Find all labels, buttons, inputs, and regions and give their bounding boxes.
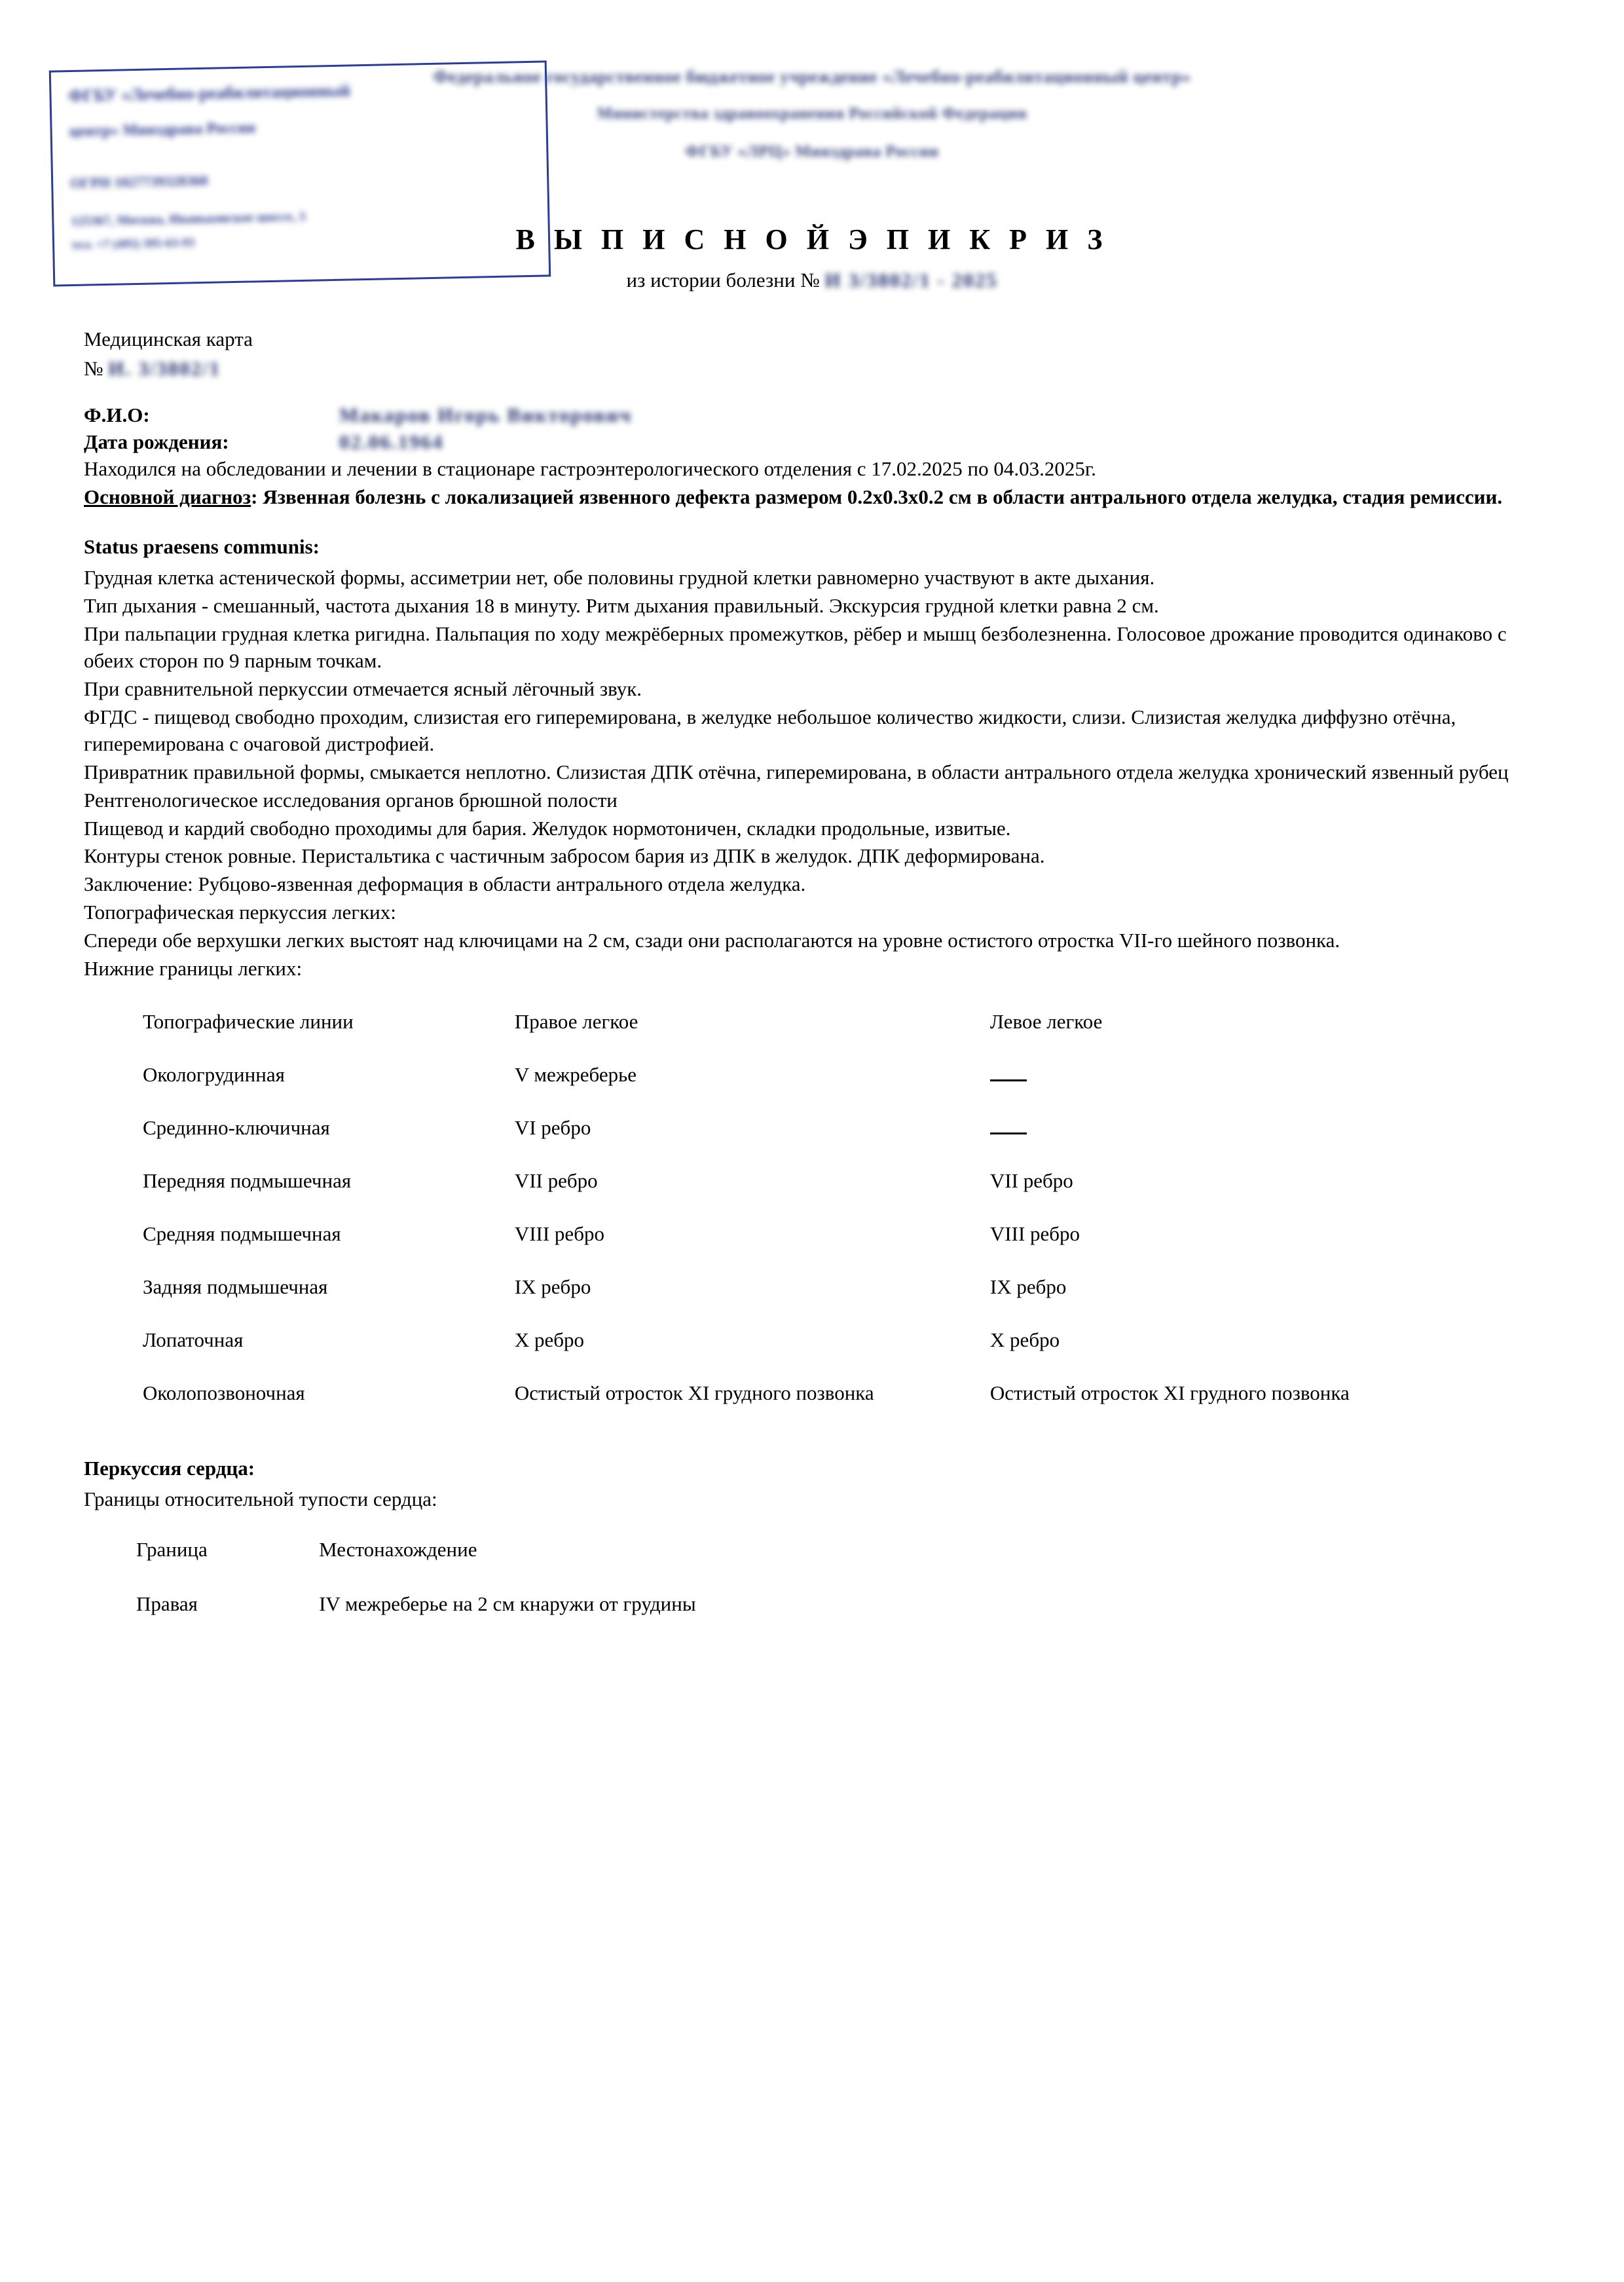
lung-row-right: IX ребро [514, 1275, 591, 1299]
table-row [143, 1103, 1452, 1156]
lung-borders-table [143, 997, 1452, 1421]
patient-birth-label-text: Дата рождения [84, 430, 223, 453]
status-paragraph: Нижние границы легких: [84, 957, 303, 981]
lung-row-label: Передняя подмышечная [143, 1169, 352, 1193]
lung-row-label: Лопаточная [143, 1328, 244, 1352]
medical-card-number-redacted: И. 3/3802/1 [108, 356, 221, 380]
status-paragraph: Топографическая перкуссия легких: [84, 901, 396, 924]
document-title: В Ы П И С Н О Й Э П И К Р И З [515, 223, 1109, 255]
letterhead-line-3: ФГБУ «ЛРЦ» Минздрава России [685, 143, 939, 160]
letterhead-line-2: Министерства здравоохранения Российской Федерации [597, 105, 1027, 122]
patient-birth-row [84, 429, 1551, 456]
patient-birth-value-redacted: 02.06.1964 [339, 430, 444, 453]
patient-fio-label: Ф.И.О: [84, 403, 150, 426]
table-row [143, 1156, 1452, 1209]
table-row [143, 1050, 1452, 1103]
lung-row-left: IX ребро [989, 1275, 1067, 1299]
heart-col-header-border: Граница [136, 1538, 208, 1562]
status-praesens-heading: Status praesens communis: [84, 535, 320, 559]
document-subtitle [0, 269, 1624, 292]
main-diagnosis [84, 484, 1551, 511]
status-paragraph: Рентгенологическое исследования органов брюшной полости [84, 788, 618, 812]
patient-birth-label: Дата рождения: [84, 430, 229, 453]
patient-fio-value-redacted: Макаров Игорь Викторович [339, 403, 633, 426]
lung-row-left: X ребро [989, 1328, 1060, 1352]
lung-row-label: Средняя подмышечная [143, 1222, 341, 1246]
case-history-number-redacted: И 3/3802/1 - 2025 [824, 269, 998, 291]
table-row [143, 1209, 1452, 1262]
lung-row-label: Окологрудинная [143, 1062, 285, 1086]
status-paragraph: Привратник правильной формы, смыкается неплотно. Слизистая ДПК отёчна, гиперемирована, в области антрального отдела желудка хронический язвенный рубец [84, 760, 1509, 783]
lung-row-right: VI ребро [514, 1116, 591, 1140]
heart-borders-table [136, 1526, 1380, 1635]
lung-row-left: VIII ребро [989, 1222, 1080, 1246]
status-paragraph: Спереди обе верхушки легких выстоят над ключицами на 2 см, сзади они располагаются на уровне остистого отростка VII-го шейного позвонка. [84, 929, 1340, 952]
table-header-row [136, 1526, 1380, 1581]
stamp-line-3: ОГРН 1027739328360 [69, 172, 208, 192]
heart-percussion-heading: Перкуссия сердца: [84, 1457, 255, 1480]
lung-row-right: X ребро [514, 1328, 584, 1352]
lung-row-label: Околопозвоночная [143, 1381, 305, 1405]
lung-row-label: Задняя подмышечная [143, 1275, 328, 1299]
status-paragraph: Грудная клетка астенической формы, ассиметрии нет, обе половины грудной клетки равномерно участвуют в акте дыхания. [84, 566, 1155, 589]
document-body [84, 326, 1551, 1635]
table-row [143, 1315, 1452, 1368]
stamp-line-2: центр» Минздрава России [69, 119, 256, 141]
stamp-line-4: 125367, Москва, Иваньковское шоссе, 3 [71, 209, 306, 229]
status-paragraph: Заключение: Рубцово-язвенная деформация в области антрального отдела желудка. [84, 872, 806, 896]
lung-row-left: Остистый отросток XI грудного позвонка [989, 1381, 1350, 1405]
status-paragraph: При пальпации грудная клетка ригидна. Пальпация по ходу межрёберных промежутков, рёбер и мышц безболезненна. Голосовое дрожание проводится одинаково с обеих сторон по 9 парным точкам. [84, 622, 1507, 673]
table-header-row [143, 997, 1452, 1050]
lung-row-left [990, 1050, 1452, 1103]
case-history-label: из истории болезни № [626, 269, 825, 291]
lung-col-header-right: Правое легкое [514, 1009, 638, 1033]
heart-row-location: IV межреберье на 2 см кнаружи от грудины [319, 1592, 696, 1616]
status-paragraph: Пищевод и кардий свободно проходимы для бария. Желудок нормотоничен, складки продольные, извитые. [84, 816, 1011, 840]
letterhead-line-1: Федеральное государственное бюджетное учреждение «Лечебно-реабилитационный центр» [433, 67, 1191, 86]
stamp-line-5: тел. +7 (495) 395-63-93 [71, 236, 195, 253]
medical-card-number [84, 356, 1551, 383]
table-row [136, 1581, 1380, 1635]
heart-percussion-subheading: Границы относительной тупости сердца: [84, 1487, 437, 1511]
table-row [143, 1368, 1452, 1421]
lung-row-right: Остистый отросток XI грудного позвонка [514, 1381, 874, 1405]
heart-row-label: Правая [136, 1592, 198, 1616]
lung-row-right: VIII ребро [514, 1222, 604, 1246]
main-diagnosis-label: Основной диагноз [84, 485, 251, 508]
lung-row-left: VII ребро [989, 1169, 1073, 1193]
status-paragraph: Тип дыхания - смешанный, частота дыхания 18 в минуту. Ритм дыхания правильный. Экскурсия грудной клетки равна 2 см. [84, 594, 1159, 618]
status-paragraph: При сравнительной перкуссии отмечается ясный лёгочный звук. [84, 677, 642, 700]
medical-card-label: Медицинская карта [84, 327, 253, 350]
lung-row-label: Срединно-ключичная [143, 1116, 330, 1140]
empty-value-dash [990, 1121, 1027, 1134]
stay-paragraph: Находился на обследовании и лечении в стационаре гастроэнтерологического отделения с 17.02.2025 по 04.03.2025г. [84, 457, 1096, 480]
patient-fio-row [84, 402, 1551, 429]
status-paragraph: ФГДС - пищевод свободно проходим, слизистая его гиперемирована, в желудке небольшое количество жидкости, слизи. Слизистая желудка диффузно отёчна, гиперемирована с очаговой дистрофией. [84, 705, 1456, 755]
lung-row-right: V межреберье [514, 1062, 637, 1086]
medical-card-block [84, 326, 1551, 383]
lung-row-left [990, 1103, 1452, 1156]
lung-col-header-left: Левое легкое [989, 1009, 1103, 1033]
main-diagnosis-text: : Язвенная болезнь с локализацией язвенного дефекта размером 0.2х0.3х0.2 см в области антрального отдела желудка, стадия ремиссии. [251, 485, 1503, 508]
heart-col-header-location: Местонахождение [319, 1538, 477, 1562]
table-row [143, 1262, 1452, 1315]
empty-value-dash [990, 1068, 1027, 1081]
status-paragraph: Контуры стенок ровные. Перистальтика с частичным забросом бария из ДПК в желудок. ДПК деформирована. [84, 844, 1045, 868]
lung-col-header-lines: Топографические линии [143, 1009, 354, 1033]
stamp-line-1: ФГБУ «Лечебно-реабилитационный [68, 81, 351, 106]
lung-row-right: VII ребро [514, 1169, 598, 1193]
medical-card-number-prefix: № [84, 356, 109, 380]
